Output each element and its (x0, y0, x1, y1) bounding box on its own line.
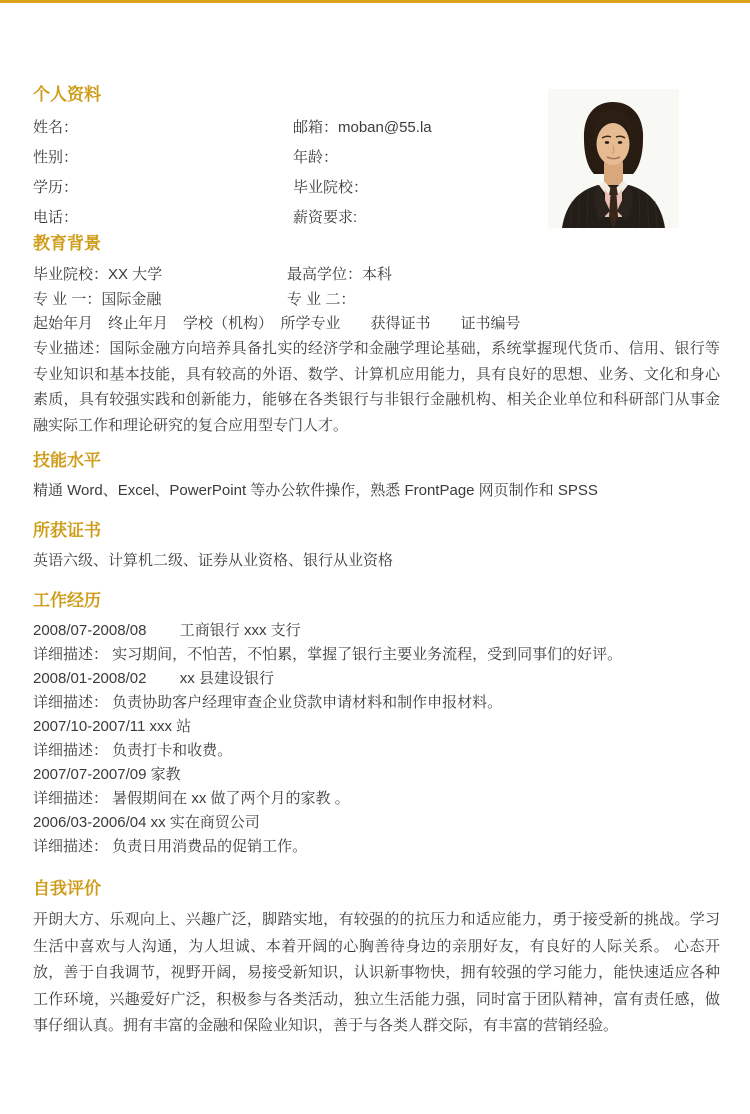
field-graduate-school-value: 毕业院校：XX 大学 (33, 266, 163, 283)
work-entry-description: 详细描述： 实习期间，不怕苦，不怕累，掌握了银行主要业务流程，受到同事们的好评。 (33, 646, 623, 663)
personal-row (33, 113, 720, 143)
major-description: 专业描述：国际金融方向培养具备扎实的经济学和金融学理论基础，系统掌握现代货币、信用、银行等专业知识和基本技能，具有较高的外语、数学、计算机应用能力，具有良好的思想、业务、文化和身心素质，具有较强实践和创新能力，能够在各类银行与非银行金融机构、相关企业单位和科研部门从事金融实际工作和理论研究的复合应用型专门人才。 (33, 340, 720, 434)
personal-info-rows (33, 113, 720, 233)
field-major-one-value: 专 业 一：国际金融 (33, 291, 162, 308)
field-salary-label: 薪资要求: (293, 209, 358, 226)
section-certificates (33, 521, 720, 573)
certificates-text: 英语六级、计算机二级、证券从业资格、银行从业资格 (33, 552, 394, 569)
resume-content (33, 85, 720, 1040)
work-entry-description: 详细描述： 负责打卡和收费。 (33, 742, 233, 759)
work-entry-description: 详细描述： 负责日用消费品的促销工作。 (33, 838, 308, 855)
work-entry-title: 2006/03-2006/04 xx 实在商贸公司 (33, 814, 260, 831)
personal-row (33, 143, 720, 173)
work-entry-title: 2007/10-2007/11 xxx 站 (33, 718, 192, 735)
section-skills (33, 451, 720, 503)
work-entry-title: 2008/01-2008/02 xx 县建设银行 (33, 670, 274, 687)
field-gender-label: 性别： (33, 149, 79, 166)
work-entry-title: 2007/07-2007/09 家教 (33, 766, 181, 783)
education-row (33, 262, 720, 287)
work-entry-title: 2008/07-2008/08 工商银行 xxx 支行 (33, 622, 301, 639)
section-work-experience (33, 591, 720, 859)
work-entry-description: 详细描述： 暑假期间在 xx 做了两个月的家教 。 (33, 790, 350, 807)
education-table-header: 起始年月 终止年月 学校（机构） 所学专业 获得证书 证书编号 (33, 315, 521, 332)
skills-text: 精通 Word、Excel、PowerPoint 等办公软件操作，熟悉 FrontPage 网页制作和 SPSS (33, 482, 598, 499)
field-email-value: 邮箱：moban@55.la (293, 119, 432, 136)
self-evaluation-text: 开朗大方、乐观向上、兴趣广泛，脚踏实地，有较强的的抗压力和适应能力，勇于接受新的挑战。学习生活中喜欢与人沟通，为人坦诚、本着开阔的心胸善待身边的亲朋好友，有良好的人际关系。 心态开放，善于自我调节，视野开阔，易接受新知识，认识新事物快，拥有较强的学习能力，能快速适应各种工作环境，兴趣爱好广泛，积极参与各类活动，独立生活能力强，同时富于团队精神，富有责任感，做事仔细认真。拥有丰富的金融和保险业知识，善于与各类人群交际，有丰富的营销经验。 (33, 911, 720, 1034)
work-entry-description: 详细描述： 负责协助客户经理审查企业贷款申请材料和制作申报材料。 (33, 694, 503, 711)
section-personal-info (33, 85, 720, 233)
field-age-label: 年龄： (293, 149, 339, 166)
personal-row (33, 203, 720, 233)
section-heading-work-experience: 工作经历 (33, 591, 101, 610)
section-heading-education: 教育背景 (33, 234, 101, 253)
field-school-label: 毕业院校： (293, 179, 369, 196)
section-heading-skills: 技能水平 (33, 451, 101, 470)
field-name-label: 姓名： (33, 119, 79, 136)
field-phone-label: 电话： (33, 209, 79, 226)
section-heading-personal-info: 个人资料 (33, 85, 101, 104)
section-education (33, 234, 720, 438)
section-self-evaluation (33, 879, 720, 1040)
field-degree-label: 学历： (33, 179, 79, 196)
section-heading-certificates: 所获证书 (33, 521, 101, 540)
field-highest-degree-value: 最高学位：本科 (287, 266, 393, 283)
education-row (33, 287, 720, 312)
top-accent-rule (0, 0, 750, 3)
personal-row (33, 173, 720, 203)
field-major-two-label: 专 业 二： (287, 291, 356, 308)
section-heading-self-evaluation: 自我评价 (33, 879, 101, 898)
education-rows (33, 262, 720, 312)
